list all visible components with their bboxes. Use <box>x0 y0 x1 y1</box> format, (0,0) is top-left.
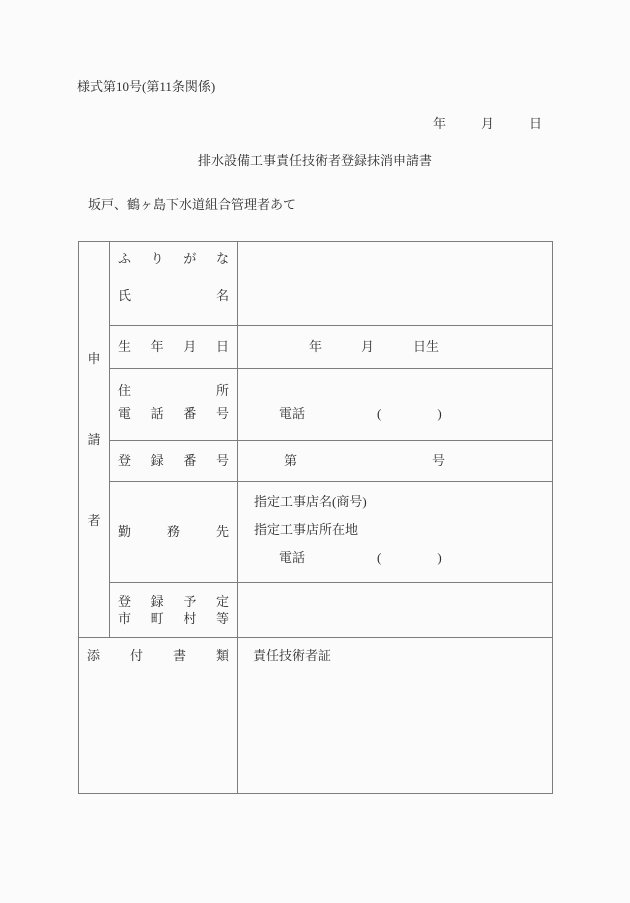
applicant-char-1: 申 <box>87 350 101 366</box>
phone-entry-line <box>238 407 552 421</box>
address-label: 住 所 <box>118 383 229 398</box>
workplace-tel-label: 電話 <box>279 550 306 565</box>
tel-paren-open: ( <box>377 406 382 421</box>
registration-number-label-cell <box>110 441 238 482</box>
applicant-vertical-header <box>79 242 110 638</box>
birth-day-label: 日生 <box>413 339 440 354</box>
birth-year-label: 年 <box>309 339 323 354</box>
registration-number-label: 登 録 番 号 <box>118 453 229 468</box>
birth-date-label: 生 年 月 日 <box>118 339 229 354</box>
address-phone-value-cell <box>238 369 552 441</box>
name-label: 氏 名 <box>118 288 229 303</box>
workplace-tel-paren-close: ) <box>437 550 442 565</box>
form-number: 様式第10号(第11条関係) <box>77 79 216 94</box>
attachments-label: 添 付 書 類 <box>87 648 229 663</box>
year-label: 年 <box>433 116 447 131</box>
registration-prefix: 第 <box>284 453 298 468</box>
birth-date-label-cell <box>110 326 238 369</box>
designated-shop-name-label: 指定工事店名(商号) <box>254 494 367 509</box>
attachments-value-cell <box>238 638 552 793</box>
workplace-phone-entry-line <box>238 551 552 565</box>
attachments-value: 責任技術者証 <box>253 648 332 663</box>
tel-label: 電話 <box>279 406 306 421</box>
furigana-label: ふ り が な <box>118 251 229 266</box>
workplace-label-cell <box>110 482 238 583</box>
planned-municipality-value-cell <box>238 583 552 638</box>
birth-month-label: 月 <box>361 339 375 354</box>
applicant-char-2: 請 <box>87 431 101 447</box>
form-title: 排水設備工事責任技術者登録抹消申請書 <box>197 153 432 168</box>
applicant-char-3: 者 <box>87 512 101 528</box>
municipality-label: 市 町 村 等 <box>118 610 229 626</box>
birth-date-value-cell <box>238 326 552 369</box>
application-table <box>78 241 553 794</box>
address-phone-label-cell <box>110 369 238 441</box>
planned-registration-label: 登 録 予 定 <box>118 593 229 609</box>
workplace-label: 勤 務 先 <box>118 524 229 539</box>
workplace-tel-paren-open: ( <box>377 550 382 565</box>
designated-shop-address-label: 指定工事店所在地 <box>254 522 359 537</box>
name-value-cell <box>238 242 552 326</box>
day-label: 日 <box>529 116 543 131</box>
attachments-label-cell <box>79 638 238 793</box>
planned-municipality-label-cell <box>110 583 238 638</box>
month-label: 月 <box>481 116 495 131</box>
registration-number-value-cell <box>238 441 552 482</box>
registration-suffix: 号 <box>432 453 446 468</box>
furigana-name-label-cell <box>110 242 238 326</box>
workplace-value-cell <box>238 482 552 583</box>
phone-number-label: 電 話 番 号 <box>118 406 229 421</box>
addressee-line: 坂戸、鶴ヶ島下水道組合管理者あて <box>88 197 297 212</box>
issue-date-line <box>433 117 542 131</box>
tel-paren-close: ) <box>437 406 442 421</box>
